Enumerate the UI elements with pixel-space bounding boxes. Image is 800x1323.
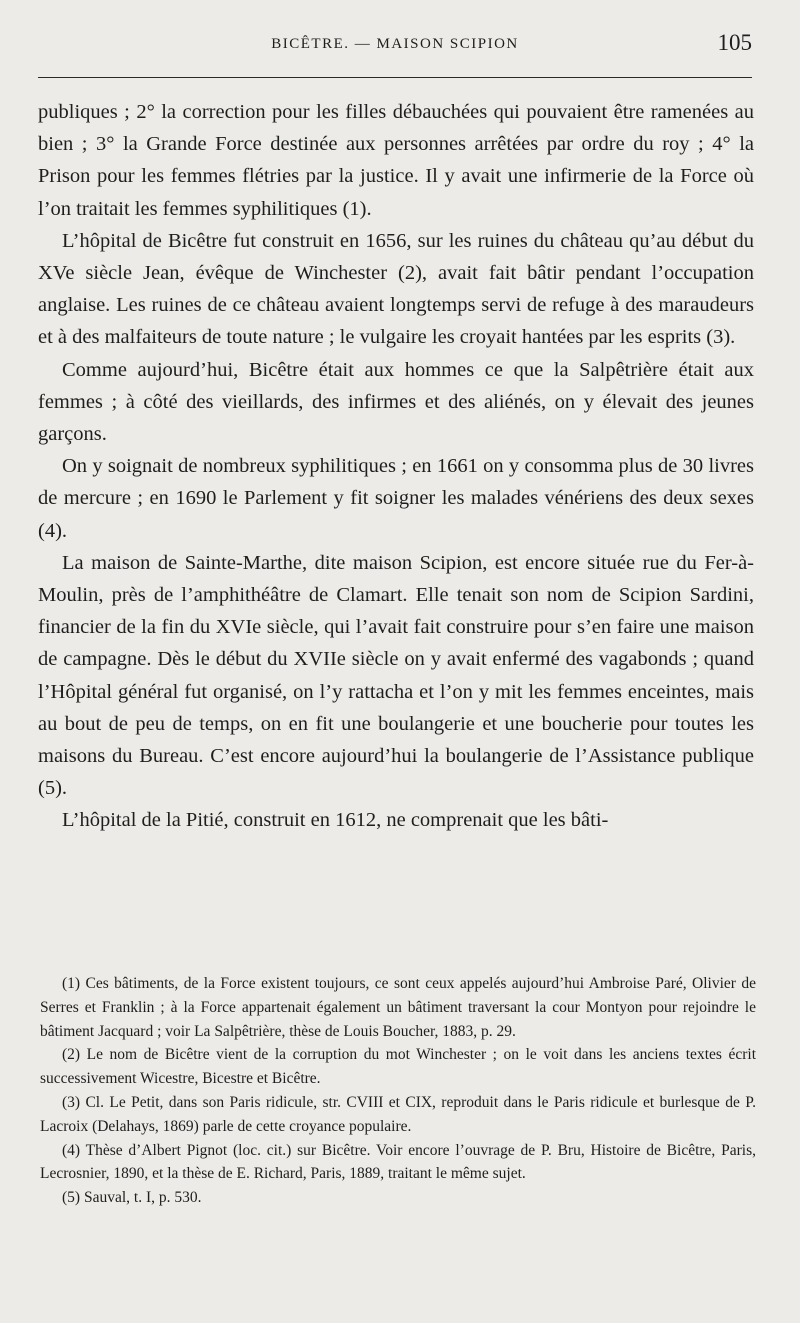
header-rule <box>38 77 752 78</box>
paragraph-5: La maison de Sainte-Marthe, dite maison Scipion, est encore située rue du Fer-à-Moulin, près de l’amphithéâtre de Clamart. Elle tenait son nom de Scipion Sardini, financier de la fin du XVIe siècle, qui l’avait fait construire pour s’en faire une maison de campagne. Dès le début du XVIIe siècle on y avait enfermé des vagabonds ; quand l’Hôpital général fut organisé, on l’y rattacha et l’on y mit les femmes enceintes, mais au bout de peu de temps, on en fit une boulangerie et une boucherie pour toutes les maisons du Bureau. C’est encore aujourd’hui la boulangerie de l’Assistance publique (5). <box>38 551 754 800</box>
footnote-1: (1) Ces bâtiments, de la Force existent toujours, ce sont ceux appelés aujourd’hui Ambroise Paré, Olivier de Serres et Franklin ; à la Force appartenait également un bâtiment traversant la cour Montyon pour rejoindre le bâtiment Jacquard ; voir La Salpêtrière, thèse de Louis Boucher, 1883, p. 29. <box>40 975 756 1040</box>
paragraph-3: Comme aujourd’hui, Bicêtre était aux hommes ce que la Salpêtrière était aux femmes ; à côté des vieillards, des infirmes et des aliénés, on y élevait des jeunes garçons. <box>38 358 754 446</box>
footnote-5: (5) Sauval, t. I, p. 530. <box>62 1189 202 1207</box>
paragraph-4: On y soignait de nombreux syphilitiques ; en 1661 on y consomma plus de 30 livres de mercure ; en 1690 le Parlement y fit soigner les malades vénériens des deux sexes (4). <box>38 455 754 542</box>
footnote-2: (2) Le nom de Bicêtre vient de la corruption du mot Winchester ; on le voit dans les anciens textes écrit successivement Wicestre, Bicestre et Bicêtre. <box>40 1046 756 1088</box>
paragraph-6: L’hôpital de la Pitié, construit en 1612, ne comprenait que les bâti- <box>62 809 609 832</box>
main-text <box>38 96 754 837</box>
running-title: BICÊTRE. — MAISON SCIPION <box>271 36 519 52</box>
footnote-4: (4) Thèse d’Albert Pignot (loc. cit.) sur Bicêtre. Voir encore l’ouvrage de P. Bru, Histoire de Bicêtre, Paris, Lecrosnier, 1890, et la thèse de E. Richard, Paris, 1889, traitant le même sujet. <box>40 1141 756 1183</box>
paragraph-2: L’hôpital de Bicêtre fut construit en 1656, sur les ruines du château qu’au début du XVe siècle Jean, évêque de Winchester (2), avait fait bâtir pendant l’occupation anglaise. Les ruines de ce château avaient longtemps servi de refuge à des maraudeurs et à des malfaiteurs de toute nature ; le vulgaire les croyait hantées par les esprits (3). <box>38 229 754 349</box>
paragraph-1: publiques ; 2° la correction pour les filles débauchées qui pouvaient être ramenées au bien ; 3° la Grande Force destinée aux personnes arrêtées par ordre du roy ; 4° la Prison pour les femmes flétries par la justice. Il y avait une infirmerie de la Force où l’on traitait les femmes syphilitiques (1). <box>38 101 754 220</box>
footnote-3: (3) Cl. Le Petit, dans son Paris ridicule, str. CVIII et CIX, reproduit dans le Paris ridicule et burlesque de P. Lacroix (Delahays, 1869) parle de cette croyance populaire. <box>40 1093 756 1135</box>
footnotes <box>40 972 756 1210</box>
page-number: 105 <box>717 30 752 55</box>
page-header <box>38 30 752 60</box>
